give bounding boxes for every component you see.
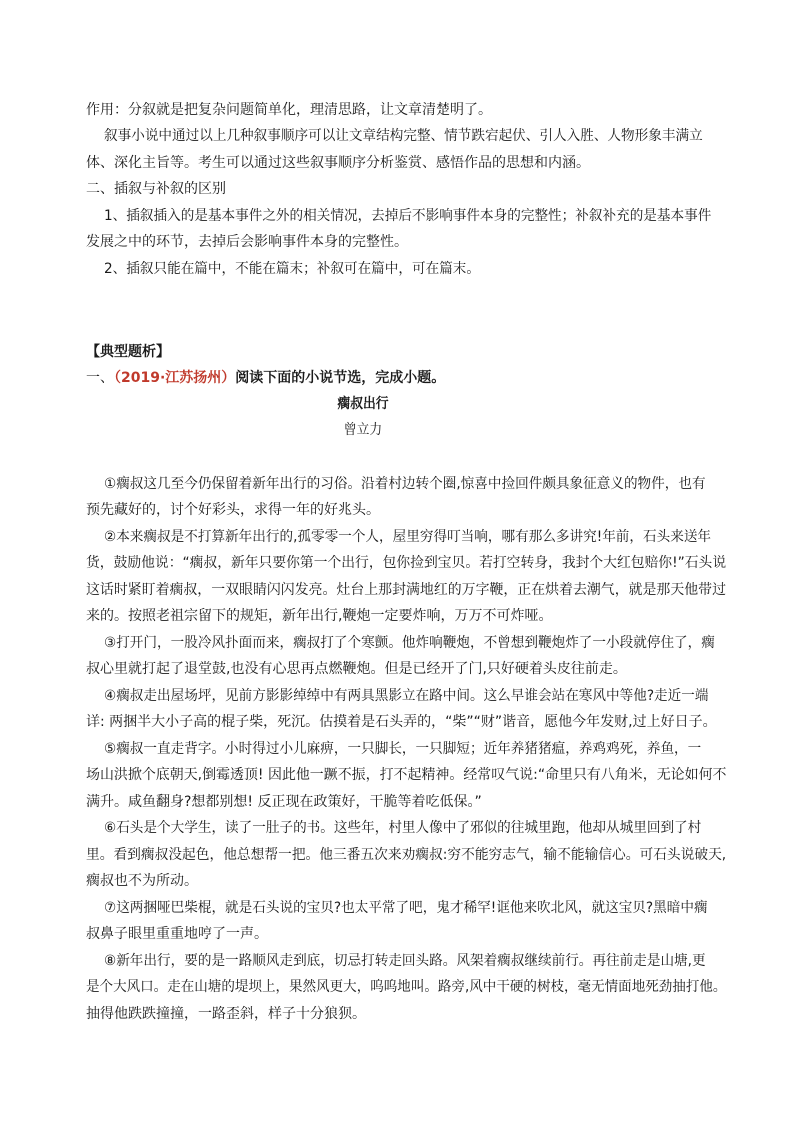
story-paragraph-2-cont: 这话时紧盯着瘸叔，一双眼睛闪闪发亮。灶台上那封满地红的万字鞭，正在烘着去潮气，就是那天他带过 bbox=[86, 582, 726, 598]
story-paragraph-6-cont: 瘸叔也不为所动。 bbox=[86, 873, 198, 889]
story-title: 瘸叔出行 bbox=[337, 396, 389, 412]
story-paragraph-8-cont: 是个大风口。走在山塘的堤坝上，果然风更大，呜呜地叫。路旁,风中干硬的树枝，毫无情面地死劲抽打他。 bbox=[86, 979, 727, 995]
story-paragraph-1-cont: 预先藏好的，讨个好彩头，求得一年的好兆头。 bbox=[86, 502, 380, 518]
section-heading-difference: 二、插叙与补叙的区别 bbox=[86, 181, 226, 197]
intro-point-1: 1、插叙插入的是基本事件之外的相关情况，去掉后不影响事件本身的完整性；补叙补充的是基本事件 bbox=[104, 208, 712, 224]
story-paragraph-8: ⑧新年出行，要的是一路顺风走到底，切忌打转走回头路。风架着瘸叔继续前行。再往前走是山塘,更 bbox=[104, 953, 706, 969]
story-paragraph-8-cont: 抽得他跌跌撞撞，一路歪斜，样子十分狼狈。 bbox=[86, 1006, 366, 1022]
intro-point-2: 2、插叙只能在篇中，不能在篇末；补叙可在篇中，可在篇末。 bbox=[104, 261, 481, 277]
intro-line-narrative: 叙事小说中通过以上几种叙事顺序可以让文章结构完整、情节跌宕起伏、引人入胜、人物形象丰满立 bbox=[104, 128, 703, 144]
question-instruction: 阅读下面的小说节选，完成小题。 bbox=[235, 370, 446, 386]
intro-line-function: 作用：分叙就是把复杂问题简单化，理清思路，让文章清楚明了。 bbox=[86, 102, 492, 118]
question-line bbox=[86, 368, 726, 388]
story-paragraph-2: ②本来瘸叔是不打算新年出行的,孤零零一个人，屋里穷得叮当响，哪有那么多讲究!年前，石头来送年 bbox=[104, 529, 712, 545]
intro-line-narrative-cont: 体、深化主旨等。考生可以通过这些叙事顺序分析鉴赏、感悟作品的思想和内涵。 bbox=[86, 155, 590, 171]
story-paragraph-7: ⑦这两捆哑巴柴棍，就是石头说的宝贝?也太平常了吧，鬼才稀罕!诓他来吹北风，就这宝贝?黑暗中瘸 bbox=[104, 900, 708, 916]
story-author: 曾立力 bbox=[343, 422, 383, 438]
story-paragraph-3: ③打开门，一股冷风扑面而来，瘸叔打了个寒颤。他炸响鞭炮，不曾想到鞭炮炸了一小段就停住了，瘸 bbox=[104, 635, 715, 651]
story-paragraph-2-cont: 来的。按照老祖宗留下的规矩，新年出行,鞭炮一定要炸响，万万不可炸哑。 bbox=[86, 608, 553, 624]
question-number: 一、 bbox=[86, 370, 114, 386]
story-paragraph-4-cont: 详: 两捆半大小子高的棍子柴，死沉。估摸着是石头弄的，“柴”“财”谐音，愿他今年发财,过上好日子。 bbox=[86, 714, 717, 730]
story-paragraph-7-cont: 叔鼻子眼里重重地哼了一声。 bbox=[86, 926, 268, 942]
intro-point-1-cont: 发展之中的环节，去掉后会影响事件本身的完整性。 bbox=[86, 234, 408, 250]
story-paragraph-5-cont: 场山洪掀个底朝天,倒霉透顶! 因此他一蹶不振，打不起精神。经常叹气说:“命里只有八角米，无论如何不 bbox=[86, 767, 727, 783]
question-source: （2019·江苏扬州） bbox=[114, 370, 236, 386]
story-paragraph-5: ⑤瘸叔一直走背字。小时得过小儿麻痹，一只脚长，一只脚短；近年养猪猪瘟，养鸡鸡死，养鱼，一 bbox=[104, 741, 702, 757]
story-paragraph-5-cont: 满升。咸鱼翻身?想都别想! 反正现在政策好，干脆等着吃低保。” bbox=[86, 794, 482, 810]
story-paragraph-2-cont: 货，鼓励他说：“瘸叔，新年只要你第一个出行，包你捡到宝贝。若打空转身，我封个大红包赔你!”石头说 bbox=[86, 555, 727, 571]
typical-example-heading: 【典型题析】 bbox=[86, 344, 170, 360]
story-paragraph-1: ①瘸叔这几至今仍保留着新年出行的习俗。沿着村边转个圈,惊喜中捡回件颇具象征意义的物件，也有 bbox=[104, 476, 706, 492]
story-paragraph-3-cont: 叔心里就打起了退堂鼓,也没有心思再点燃鞭炮。但是已经开了门,只好硬着头皮往前走。 bbox=[86, 661, 627, 677]
story-paragraph-6-cont: 里。看到瘸叔没起色，他总想帮一把。他三番五次来劝瘸叔:穷不能穷志气，输不能输信心。可石头说破天, bbox=[86, 847, 727, 863]
story-paragraph-6: ⑥石头是个大学生，读了一肚子的书。这些年，村里人像中了邪似的往城里跑，他却从城里回到了村 bbox=[104, 820, 702, 836]
story-paragraph-4: ④瘸叔走出屋场坪，见前方影影绰绰中有两具黑影立在路中间。这么早谁会站在寒风中等他?走近一端 bbox=[104, 688, 709, 704]
